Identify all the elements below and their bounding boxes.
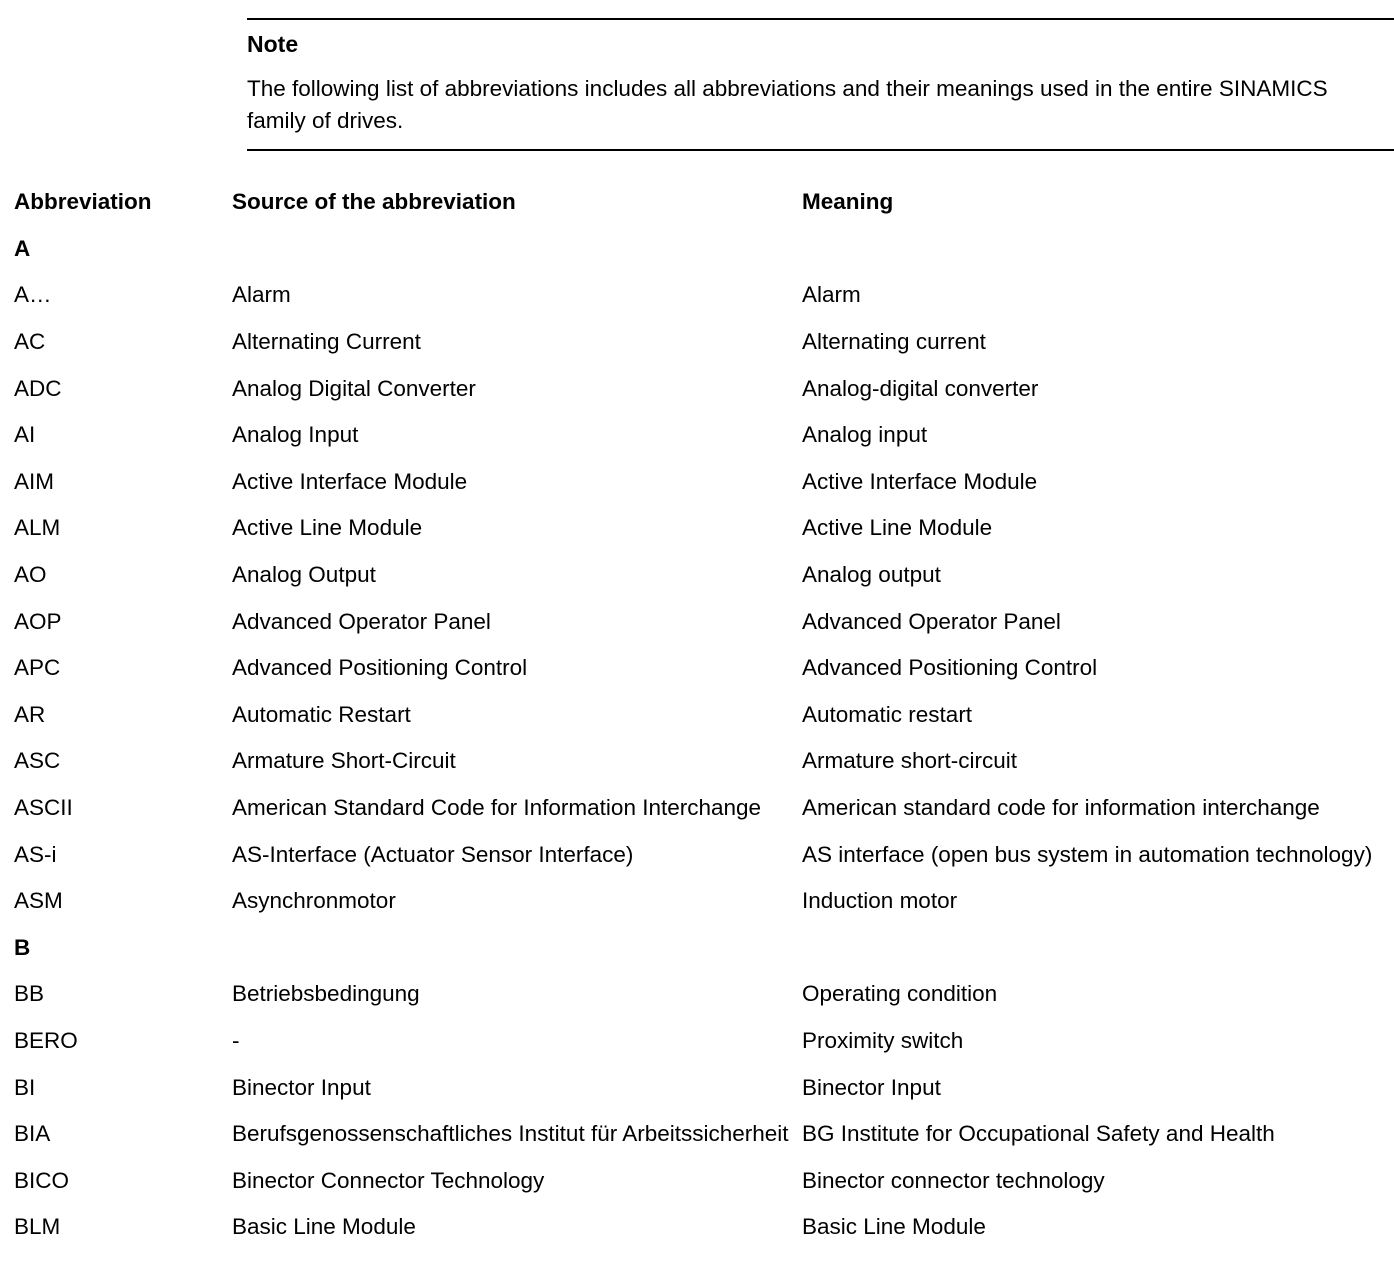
table-header-row [0, 187, 1394, 234]
table-row [0, 280, 1394, 327]
cell-meaning: Binector Input [802, 1074, 941, 1100]
column-header-meaning: Meaning [802, 188, 894, 214]
cell-abbreviation: AIM [14, 468, 55, 494]
cell-meaning: Proximity switch [802, 1027, 964, 1053]
cell-meaning: Analog-digital converter [802, 375, 1039, 401]
cell-meaning [802, 933, 1394, 980]
table-row [0, 467, 1394, 514]
abbreviations-table [0, 187, 1394, 1259]
cell-source: Berufsgenossenschaftliches Institut für Arbeitssicherheit [232, 1121, 789, 1147]
cell-source [232, 933, 802, 980]
table-row [0, 607, 1394, 654]
cell-source: American Standard Code for Information Interchange [232, 795, 762, 820]
cell-meaning: Alternating current [802, 329, 986, 355]
cell-abbreviation: ADC [14, 375, 62, 401]
cell-source: Advanced Operator Panel [232, 608, 491, 634]
cell-meaning: Automatic restart [802, 701, 973, 727]
cell-abbreviation: AR [14, 701, 46, 727]
table-row [0, 560, 1394, 607]
cell-source: Basic Line Module [232, 1214, 416, 1240]
cell-source: Asynchronmotor [232, 888, 396, 914]
cell-meaning: Armature short-circuit [802, 748, 1018, 774]
cell-abbreviation: ASC [14, 748, 61, 774]
cell-abbreviation: BIA [14, 1121, 51, 1147]
cell-abbreviation: ASM [14, 888, 63, 914]
cell-meaning: Induction motor [802, 888, 958, 914]
cell-source: Advanced Positioning Control [232, 655, 528, 681]
cell-source: Analog Output [232, 562, 376, 588]
cell-abbreviation: ASCII [14, 795, 73, 820]
cell-source [232, 234, 802, 281]
table-row [0, 374, 1394, 421]
cell-source: - [232, 1027, 240, 1053]
cell-abbreviation: AI [14, 422, 36, 448]
table-row [0, 979, 1394, 1026]
cell-meaning: Advanced Operator Panel [802, 608, 1061, 634]
table-row [0, 1166, 1394, 1213]
table-row [0, 1026, 1394, 1073]
column-header-source: Source of the abbreviation [232, 188, 516, 214]
cell-abbreviation: ALM [14, 515, 61, 541]
cell-meaning: Alarm [802, 282, 861, 308]
cell-abbreviation: A [14, 235, 31, 261]
cell-abbreviation: BI [14, 1074, 36, 1100]
table-row [0, 700, 1394, 747]
cell-source: Binector Input [232, 1074, 371, 1100]
note-title: Note [247, 31, 299, 57]
cell-source: Alarm [232, 282, 291, 308]
cell-meaning: Operating condition [802, 981, 998, 1007]
note-box [247, 18, 1394, 151]
cell-source: Automatic Restart [232, 701, 411, 727]
table-row [0, 1119, 1394, 1166]
cell-meaning [802, 234, 1394, 281]
note-text: The following list of abbreviations includes all abbreviations and their meanings used in the entire SINAMICS family of drives. [247, 75, 1328, 133]
table-row [0, 746, 1394, 793]
cell-abbreviation: BERO [14, 1027, 78, 1053]
cell-meaning: Active Line Module [802, 515, 993, 541]
cell-source: Active Line Module [232, 515, 423, 541]
cell-meaning: Binector connector technology [802, 1167, 1105, 1193]
column-header-abbreviation: Abbreviation [14, 188, 152, 214]
table-row [0, 1073, 1394, 1120]
cell-source: Betriebsbedingung [232, 981, 420, 1007]
cell-abbreviation: AO [14, 562, 47, 588]
cell-meaning: BG Institute for Occupational Safety and Health [802, 1121, 1275, 1147]
cell-source: Analog Input [232, 422, 359, 448]
table-row [0, 1212, 1394, 1259]
table-row [0, 793, 1394, 840]
table-row [0, 513, 1394, 560]
cell-meaning: AS interface (open bus system in automation technology) [802, 841, 1373, 867]
document-page [0, 18, 1394, 1279]
table-body [0, 234, 1394, 1259]
table-row [0, 327, 1394, 374]
table-row [0, 840, 1394, 887]
table-row [0, 420, 1394, 467]
cell-source: Alternating Current [232, 329, 421, 355]
cell-source: Armature Short-Circuit [232, 748, 456, 774]
cell-meaning: Analog output [802, 562, 941, 588]
cell-meaning: Advanced Positioning Control [802, 655, 1098, 681]
table-row [0, 653, 1394, 700]
cell-abbreviation: B [14, 934, 31, 960]
table-group-row [0, 234, 1394, 281]
cell-meaning: Active Interface Module [802, 468, 1038, 494]
cell-abbreviation: BICO [14, 1167, 70, 1193]
table-row [0, 886, 1394, 933]
cell-abbreviation: BLM [14, 1214, 61, 1240]
cell-source: AS-Interface (Actuator Sensor Interface) [232, 841, 634, 867]
cell-source: Binector Connector Technology [232, 1167, 545, 1193]
cell-source: Active Interface Module [232, 468, 468, 494]
cell-abbreviation: BB [14, 981, 45, 1007]
table-group-row [0, 933, 1394, 980]
cell-meaning: Analog input [802, 422, 928, 448]
cell-abbreviation: A… [14, 282, 52, 308]
cell-abbreviation: APC [14, 655, 61, 681]
cell-abbreviation: AOP [14, 608, 62, 634]
cell-abbreviation: AC [14, 329, 46, 355]
cell-meaning: American standard code for information interchange [802, 795, 1320, 820]
cell-meaning: Basic Line Module [802, 1214, 986, 1240]
cell-abbreviation: AS-i [14, 841, 57, 867]
cell-source: Analog Digital Converter [232, 375, 476, 401]
